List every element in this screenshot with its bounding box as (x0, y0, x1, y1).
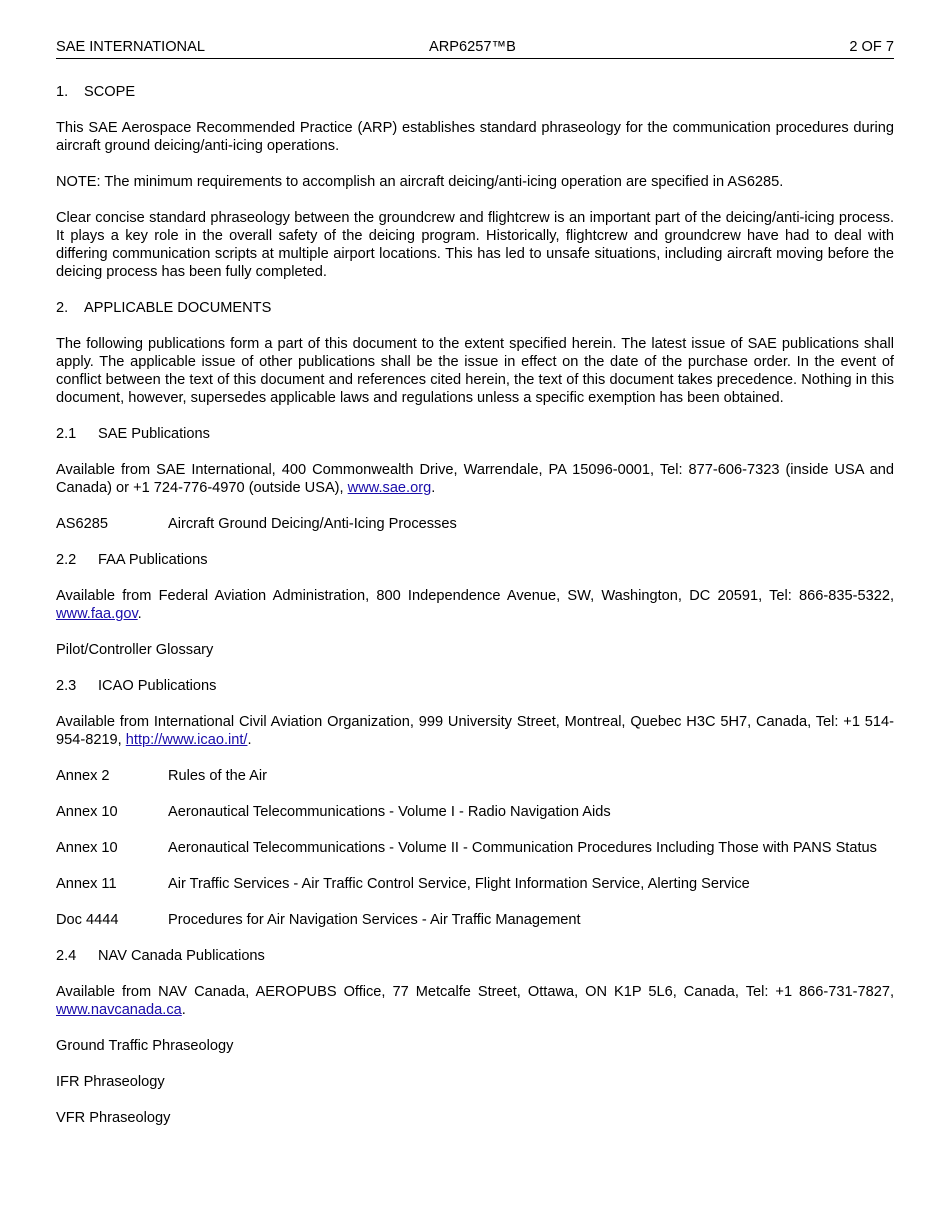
subsection-heading-sae: 2.1 SAE Publications (56, 426, 210, 442)
scope-note: NOTE: The minimum requirements to accomplish an aircraft deicing/anti-icing operation are specified in AS6285. (56, 174, 784, 190)
nav-canada-link[interactable]: www.navcanada.ca (56, 1002, 182, 1018)
subsection-heading-icao: 2.3 ICAO Publications (56, 678, 217, 694)
subsection-heading-faa: 2.2 FAA Publications (56, 552, 208, 568)
nav-canada-item: IFR Phraseology (56, 1074, 165, 1090)
reference-row: Annex 2 Rules of the Air (56, 768, 267, 784)
faa-link[interactable]: www.faa.gov (56, 606, 138, 622)
faa-item: Pilot/Controller Glossary (56, 642, 214, 658)
header-organization: SAE INTERNATIONAL (56, 39, 205, 55)
reference-row: Doc 4444 Procedures for Air Navigation Services - Air Traffic Management (56, 912, 581, 928)
document-body (56, 83, 894, 1145)
applicable-documents-paragraph: The following publications form a part of this document to the extent specified herein. The latest issue of SAE publications shall apply. The applicable issue of other publications shall be the issue in effect on the date of the purchase order. In the event of conflict between the text of this document and references cited herein, the text of this document takes precedence. Nothing in this document, however, supersedes applicable laws and regulations unless a specific exemption has been obtained. (56, 336, 894, 406)
reference-row: Annex 10 Aeronautical Telecommunications - Volume I - Radio Navigation Aids (56, 804, 611, 820)
nav-canada-item: VFR Phraseology (56, 1110, 171, 1126)
sae-availability: Available from SAE International, 400 Commonwealth Drive, Warrendale, PA 15096-0001, Tel: 877-606-7323 (inside USA and Canada) or +1 724-776-4970 (outside USA), www.sae.org. (56, 462, 894, 496)
header-document-number: ARP6257™B (429, 39, 516, 55)
reference-row: Annex 11 Air Traffic Services - Air Traffic Control Service, Flight Information Service, Alerting Service (56, 876, 750, 892)
nav-canada-availability: Available from NAV Canada, AEROPUBS Office, 77 Metcalfe Street, Ottawa, ON K1P 5L6, Canada, Tel: +1 866-731-7827, www.navcanada.ca. (56, 984, 894, 1018)
sae-link[interactable]: www.sae.org (347, 480, 432, 496)
scope-paragraph: This SAE Aerospace Recommended Practice (ARP) establishes standard phraseology for the communication procedures during aircraft ground deicing/anti-icing operations. (56, 120, 894, 154)
section-heading-applicable-documents: 2. APPLICABLE DOCUMENTS (56, 300, 272, 316)
nav-canada-item: Ground Traffic Phraseology (56, 1038, 234, 1054)
header-page-number: 2 OF 7 (849, 39, 894, 55)
subsection-heading-nav-canada: 2.4 NAV Canada Publications (56, 948, 265, 964)
scope-paragraph-2: Clear concise standard phraseology between the groundcrew and flightcrew is an important part of the deicing/anti-icing process. It plays a key role in the overall safety of the deicing program. Historically, flightcrew and groundcrew have had to deal with differing communication scripts at multiple airport locations. This has led to unsafe situations, including aircraft moving before the deicing process has been fully completed. (56, 210, 894, 280)
section-heading-scope: 1. SCOPE (56, 84, 136, 100)
reference-row: AS6285 Aircraft Ground Deicing/Anti-Icing Processes (56, 516, 457, 532)
icao-link[interactable]: http://www.icao.int/ (125, 732, 248, 748)
faa-availability: Available from Federal Aviation Administration, 800 Independence Avenue, SW, Washington, DC 20591, Tel: 866-835-5322, www.faa.gov. (56, 588, 894, 622)
icao-availability: Available from International Civil Aviation Organization, 999 University Street, Montreal, Quebec H3C 5H7, Canada, Tel: +1 514-954-8219, http://www.icao.int/. (56, 714, 894, 748)
reference-row: Annex 10 Aeronautical Telecommunications - Volume II - Communication Procedures Including Those with PANS Status (56, 840, 877, 856)
page-header (56, 38, 894, 59)
